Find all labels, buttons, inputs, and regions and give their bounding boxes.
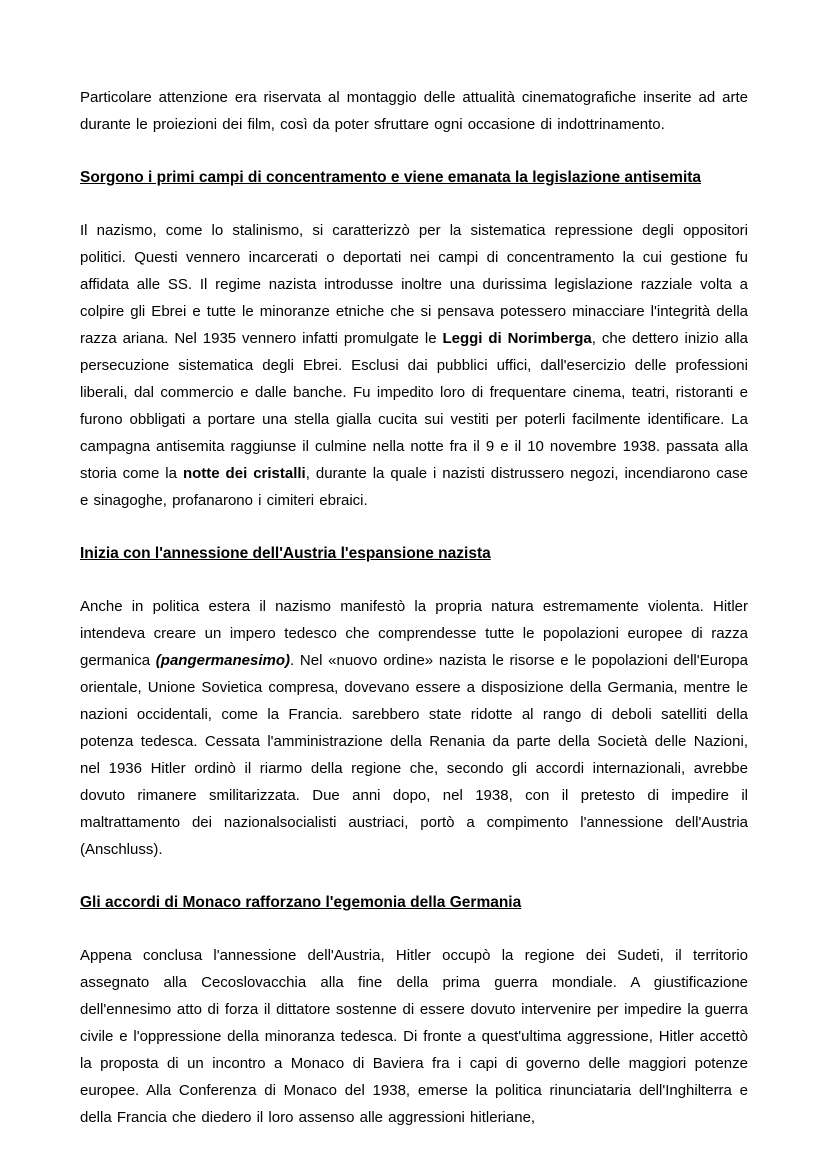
text-run: , che dettero inizio alla persecuzione sistematica degli Ebrei. Esclusi dai pubblici uffici, dall'esercizio delle professioni liberali, dal commercio e dalle banche. Fu impedito loro di frequentare cinema, teatri, ristoranti e furono obbligati a portare una stella gialla cucita sui vestiti per poterli facilmente identificare. La campagna antisemita raggiunse il culmine nella notte fra il 9 e il 10 novembre 1938. passata alla storia come la [80,330,748,482]
text-run: , durante la quale i nazisti distrussero negozi, incendiarono case e sinagoghe, profanarono i cimiteri ebraici. [80,465,748,509]
section-paragraph-austria-annexation [80,593,748,863]
section-heading-munich-agreements: Gli accordi di Monaco rafforzano l'egemonia della Germania [80,894,522,911]
section-heading-concentration-camps: Sorgono i primi campi di concentramento e viene emanata la legislazione antisemita [80,169,702,186]
section-heading-austria-annexation: Inizia con l'annessione dell'Austria l'espansione nazista [80,545,491,562]
text-run-bold-italic: (pangermanesimo) [155,652,290,669]
text-run: Appena conclusa l'annessione dell'Austria, Hitler occupò la regione dei Sudeti, il territorio assegnato alla Cecoslovacchia alla fine della prima guerra mondiale. A giustificazione dell'ennesimo atto di forza il dittatore sostenne di essere dovuto intervenire per impedire la guerra civile e l'oppressione della minoranza tedesca. Di fronte a quest'ultima aggressione, Hitler accettò la proposta di un incontro a Monaco di Baviera fra i capi di governo delle maggiori potenze europee. Alla Conferenza di Monaco del 1938, emerse la politica rinunciataria dell'Inghilterra e della Francia che diedero il loro assenso alle aggressioni hitleriane, [80,947,748,1126]
text-run: Il nazismo, come lo stalinismo, si caratterizzò per la sistematica repressione degli oppositori politici. Questi vennero incarcerati o deportati nei campi di concentramento la cui gestione fu affidata alle SS. Il regime nazista introdusse inoltre una durissima legislazione razziale volta a colpire gli Ebrei e tutte le minoranze etniche che si pensava potessero minacciare l'integrità della razza ariana. Nel 1935 vennero infatti promulgate le [80,222,748,347]
text-run-bold: Leggi di Norimberga [442,330,592,347]
text-run: Anche in politica estera il nazismo manifestò la propria natura estremamente violenta. Hitler intendeva creare un impero tedesco che comprendesse tutte le popolazioni europee di razza germanica [80,598,748,669]
intro-paragraph: Particolare attenzione era riservata al montaggio delle attualità cinematografiche inserite ad arte durante le proiezioni dei film, così da poter sfruttare ogni occasione di indottrinamento. [80,89,748,133]
text-run: . Nel «nuovo ordine» nazista le risorse e le popolazioni dell'Europa orientale, Unione Sovietica compresa, dovevano essere a disposizione della Germania, mentre le nazioni occidentali, come la Francia. sarebbero state ridotte al rango di deboli satelliti della potenza tedesca. Cessata l'amministrazione della Renania da parte della Società delle Nazioni, nel 1936 Hitler ordinò il riarmo della regione che, secondo gli accordi internazionali, avrebbe dovuto rimanere smilitarizzata. Due anni dopo, nel 1938, con il pretesto di impedire il maltrattamento dei nazionalsocialisti austriaci, portò a compimento l'annessione dell'Austria (Anschluss). [80,652,748,858]
section-paragraph-concentration-camps [80,217,748,514]
section-paragraph-munich-agreements [80,942,748,1131]
text-run-bold: notte dei cristalli [182,465,306,482]
